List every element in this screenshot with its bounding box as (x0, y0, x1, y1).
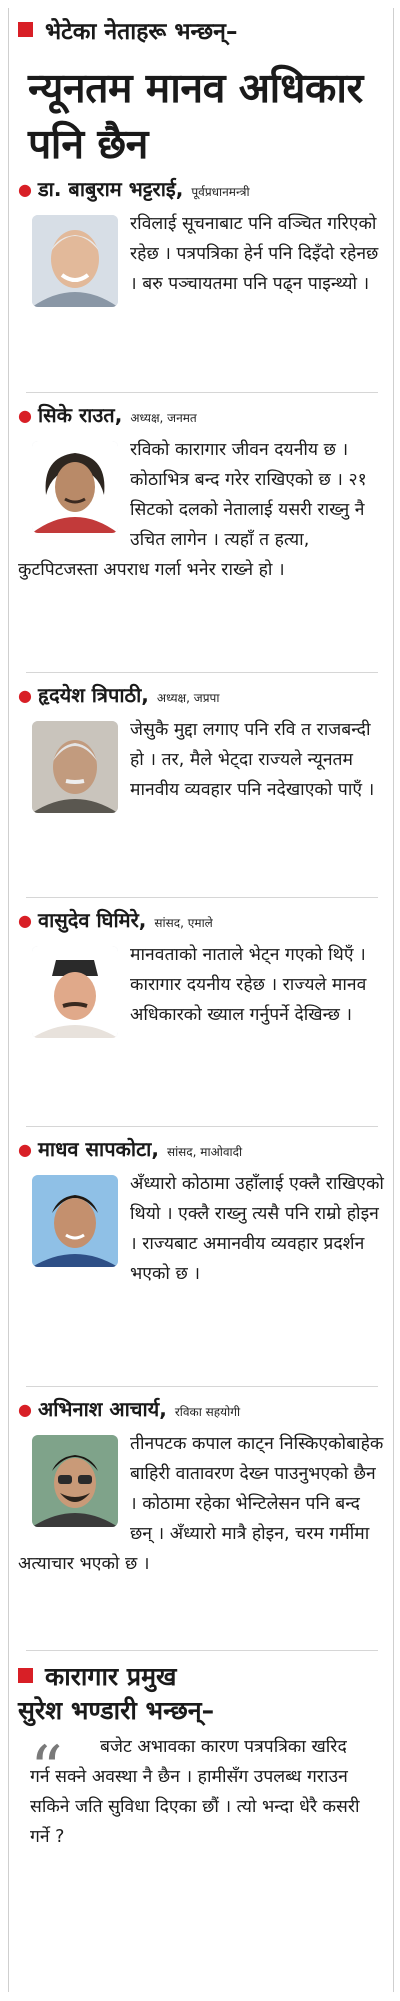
portrait-photo (32, 441, 118, 533)
person-quote: रविको कारागार जीवन दयनीय छ । कोठाभित्र बन्द गरेर राखिएको छ । २१ सिटको दलको नेतालाई यसरी राख्नु नै उचित लागेन । त्यहाँ त हत्या, कुटपिटजस्ता अपराध गर्ला भनेर राख्ने हो । (18, 440, 367, 580)
person-quote: रविलाई सूचनाबाट पनि वञ्चित गरिएको रहेछ । पत्रपत्रिका हेर्न पनि दिइँदो रहेनछ । बरु पञ्चायतमा पनि पढ्न पाइन्थ्यो । (130, 214, 379, 294)
bullet-icon: ● (18, 911, 32, 930)
red-square-icon (18, 1668, 33, 1683)
portrait-photo (32, 215, 118, 307)
person-quote: मानवताको नाताले भेट्न गएको थिएँ । कारागार दयनीय रहेछ । राज्यले मानव अधिकारको ख्याल गर्नुपर्ने देखिन्छ । (130, 945, 367, 1025)
divider (26, 1650, 378, 1651)
person-header (18, 1136, 384, 1165)
divider (26, 1126, 378, 1127)
bullet-icon: ● (18, 180, 32, 199)
bullet-icon: ● (18, 1140, 32, 1159)
section-heading: कारागार प्रमुख सुरेश भण्डारी भन्छन्– (18, 1662, 215, 1725)
person-entry (18, 907, 384, 1042)
person-name: माधव सापकोटा, (37, 1137, 159, 1161)
portrait-photo (32, 946, 118, 1038)
kicker: भेटेका नेताहरू भन्छन्– (18, 14, 237, 46)
person-entry (18, 1136, 384, 1289)
bullet-icon: ● (18, 1400, 32, 1419)
person-role: अध्यक्ष, जनमत (130, 411, 197, 425)
person-name: हृदयेश त्रिपाठी, (37, 683, 149, 707)
divider (26, 1386, 378, 1387)
person-name: डा. बाबुराम भट्टराई, (37, 177, 184, 201)
person-header (18, 402, 384, 431)
bullet-icon: ● (18, 406, 32, 425)
red-square-icon (18, 22, 33, 37)
person-entry (18, 402, 384, 585)
person-entry (18, 1396, 384, 1579)
person-role: पूर्वप्रधानमन्त्री (191, 185, 250, 199)
bullet-icon: ● (18, 686, 32, 705)
headline: न्यूनतम मानव अधिकार पनि छैन (28, 64, 363, 168)
person-name: अभिनाश आचार्य, (37, 1397, 167, 1421)
divider (26, 897, 378, 898)
person-entry (18, 176, 384, 311)
person-role: सांसद, माओवादी (166, 1145, 243, 1159)
portrait-photo (32, 1175, 118, 1267)
person-entry (18, 682, 384, 817)
person-role: रविका सहयोगी (174, 1405, 241, 1419)
person-name: सिके राउत, (37, 403, 123, 427)
person-quote: तीनपटक कपाल काट्न निस्किएकोबाहेक बाहिरी वातावरण देख्न पाउनुभएको छैन । कोठामा रहेका भेन्टिलेसन पनि बन्द छन् । अँध्यारो मात्रै होइन, चरम गर्मीमा अत्याचार भएको छ । (18, 1434, 384, 1574)
final-quote: बजेट अभावका कारण पत्रपत्रिका खरिद गर्न सक्ने अवस्था नै छैन । हामीसँग उपलब्ध गराउन सकिने जति सुविधा दिएका छौं । त्यो भन्दा धेरै कसरी गर्ने ? (30, 1737, 360, 1847)
person-header (18, 907, 384, 936)
person-quote: जेसुकै मुद्दा लगाए पनि रवि त राजबन्दी हो । तर, मैले भेट्दा राज्यले न्यूनतम मानवीय व्यवहार पनि नदेखाएको पाएँ । (130, 720, 375, 800)
quote-mark-icon: “ (30, 1733, 63, 1807)
person-quote: अँध्यारो कोठामा उहाँलाई एक्लै राखिएको थियो । एक्लै राख्नु त्यसै पनि राम्रो होइन । राज्यबाट अमानवीय व्यवहार प्रदर्शन भएको छ । (130, 1174, 384, 1284)
portrait-photo (32, 1435, 118, 1527)
portrait-photo (32, 721, 118, 813)
person-role: सांसद, एमाले (154, 916, 213, 930)
person-role: अध्यक्ष, जप्रपा (156, 691, 220, 705)
person-header (18, 176, 384, 205)
divider (26, 392, 378, 393)
person-header (18, 1396, 384, 1425)
person-header (18, 682, 384, 711)
person-name: वासुदेव घिमिरे, (37, 908, 147, 932)
divider (26, 672, 378, 673)
